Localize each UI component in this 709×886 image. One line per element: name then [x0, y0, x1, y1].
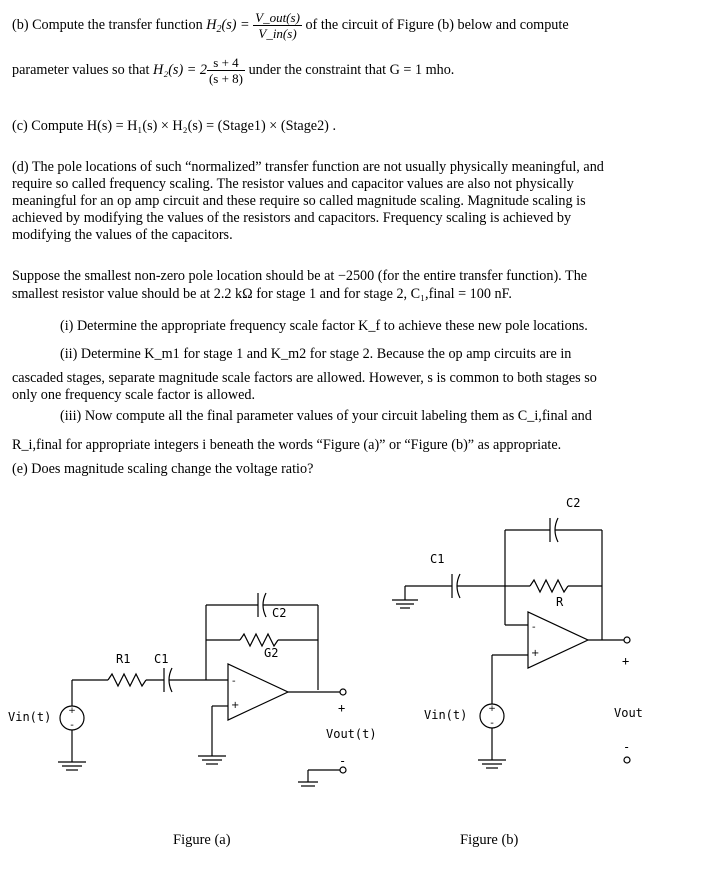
part-d-line-3: meaningful for an op amp circuit and these require so called magnitude scaling. Magnitude scaling is	[12, 193, 586, 209]
label-c2-b: C2	[566, 496, 581, 510]
svg-text:+: +	[231, 700, 240, 711]
item-ii-c: only one frequency scale factor is allowed.	[12, 387, 256, 403]
part-b-line2-tail: under the constraint that G = 1 mho.	[248, 61, 455, 78]
part-b-tail: of the circuit of Figure (b) below and compute	[305, 16, 569, 33]
vout-terminal-b-plus	[624, 637, 630, 643]
part-d-line-1: (d) The pole locations of such “normalized” transfer function are not usually physically meaningful, and	[12, 159, 604, 175]
suppose-line-2: smallest resistor value should be at 2.2 kΩ for stage 1 and for stage 2, C₁,final = 100 nF.	[12, 286, 512, 302]
vout-over-vin-fraction: $\frac{\text{V\_out(s)}}{V\_in(s)}$	[255, 10, 300, 41]
label-vout-b: Vout	[614, 706, 643, 720]
item-ii-a: (ii) Determine K_m1 for stage 1 and K_m2 for stage 2. Because the op amp circuits are in	[60, 346, 572, 362]
svg-text:+: +	[531, 648, 540, 659]
part-d-line-4: achieved by modifying the values of the resistors and capacitors. Frequency scaling is achieved by	[12, 210, 572, 226]
part-d-line-5: modifying the values of the capacitors.	[12, 227, 233, 243]
target-lhs: H₂(s) = 2	[153, 61, 207, 78]
suppose-line-1: Suppose the smallest non-zero pole location should be at −2500 (for the entire transfer function). The	[12, 268, 588, 284]
figure-a-circuit	[58, 593, 346, 786]
part-b-line2-lead: parameter values so that	[12, 61, 150, 78]
label-vout-a: Vout(t)	[326, 727, 377, 741]
label-c1-a: C1	[154, 652, 169, 666]
part-b-line1	[12, 10, 569, 41]
resistor-r1	[108, 674, 146, 686]
svg-text:+: +	[68, 706, 76, 716]
item-iii-b: R_i,final for appropriate integers i beneath the words “Figure (a)” or “Figure (b)” as appropriate.	[12, 437, 562, 453]
vin-source-a	[60, 706, 84, 730]
label-r1: R1	[116, 652, 131, 666]
label-vin-a: Vin(t)	[8, 710, 52, 724]
label-c2-a: C2	[272, 606, 287, 620]
label-minus-b: -	[623, 740, 631, 754]
item-ii-b: cascaded stages, separate magnitude scale factors are allowed. However, s is common to both stages so	[12, 370, 597, 386]
label-vin-b: Vin(t)	[424, 708, 468, 722]
part-b-intro: (b) Compute the transfer function	[12, 16, 203, 33]
label-plus-a: +	[338, 701, 346, 715]
svg-text:-: -	[490, 718, 494, 729]
item-i: (i) Determine the appropriate frequency scale factor K_f to achieve these new pole locations.	[60, 318, 588, 334]
opamp-a	[228, 664, 288, 720]
figure-a-caption: Figure (a)	[173, 832, 231, 848]
svg-text:-: -	[70, 720, 74, 731]
svg-text:-: -	[232, 676, 236, 687]
part-c-text: (c) Compute H(s) = H₁(s) × H₂(s) = (Stage1) × (Stage2) .	[12, 118, 336, 134]
vout-terminal-a-plus	[340, 689, 346, 695]
part-e-text: (e) Does magnitude scaling change the voltage ratio?	[12, 461, 314, 477]
resistor-g2	[240, 634, 278, 646]
part-d-line-2: require so called frequency scaling. The resistor values and capacitor values are also not physically	[12, 176, 574, 192]
figure-b-caption: Figure (b)	[460, 832, 519, 848]
h2-symbol: $H_2(s)$ =	[206, 16, 250, 35]
label-r-b: R	[556, 595, 564, 609]
target-fraction: $\frac{s + 4}{(s + 8)}$	[208, 55, 244, 86]
svg-text:+: +	[488, 704, 496, 714]
vout-terminal-b-minus	[624, 757, 630, 763]
label-minus-a: -	[339, 754, 347, 768]
svg-text:-: -	[532, 622, 536, 633]
label-plus-b: +	[622, 654, 630, 668]
label-c1-b: C1	[430, 552, 445, 566]
vin-source-b	[480, 704, 504, 728]
part-b-line2	[12, 55, 454, 86]
opamp-b	[528, 612, 588, 668]
label-g2: G2	[264, 646, 279, 660]
resistor-r-b	[530, 580, 568, 592]
figure-b-circuit	[392, 518, 630, 768]
item-iii-a: (iii) Now compute all the final parameter values of your circuit labeling them as C_i,final and	[60, 408, 592, 424]
